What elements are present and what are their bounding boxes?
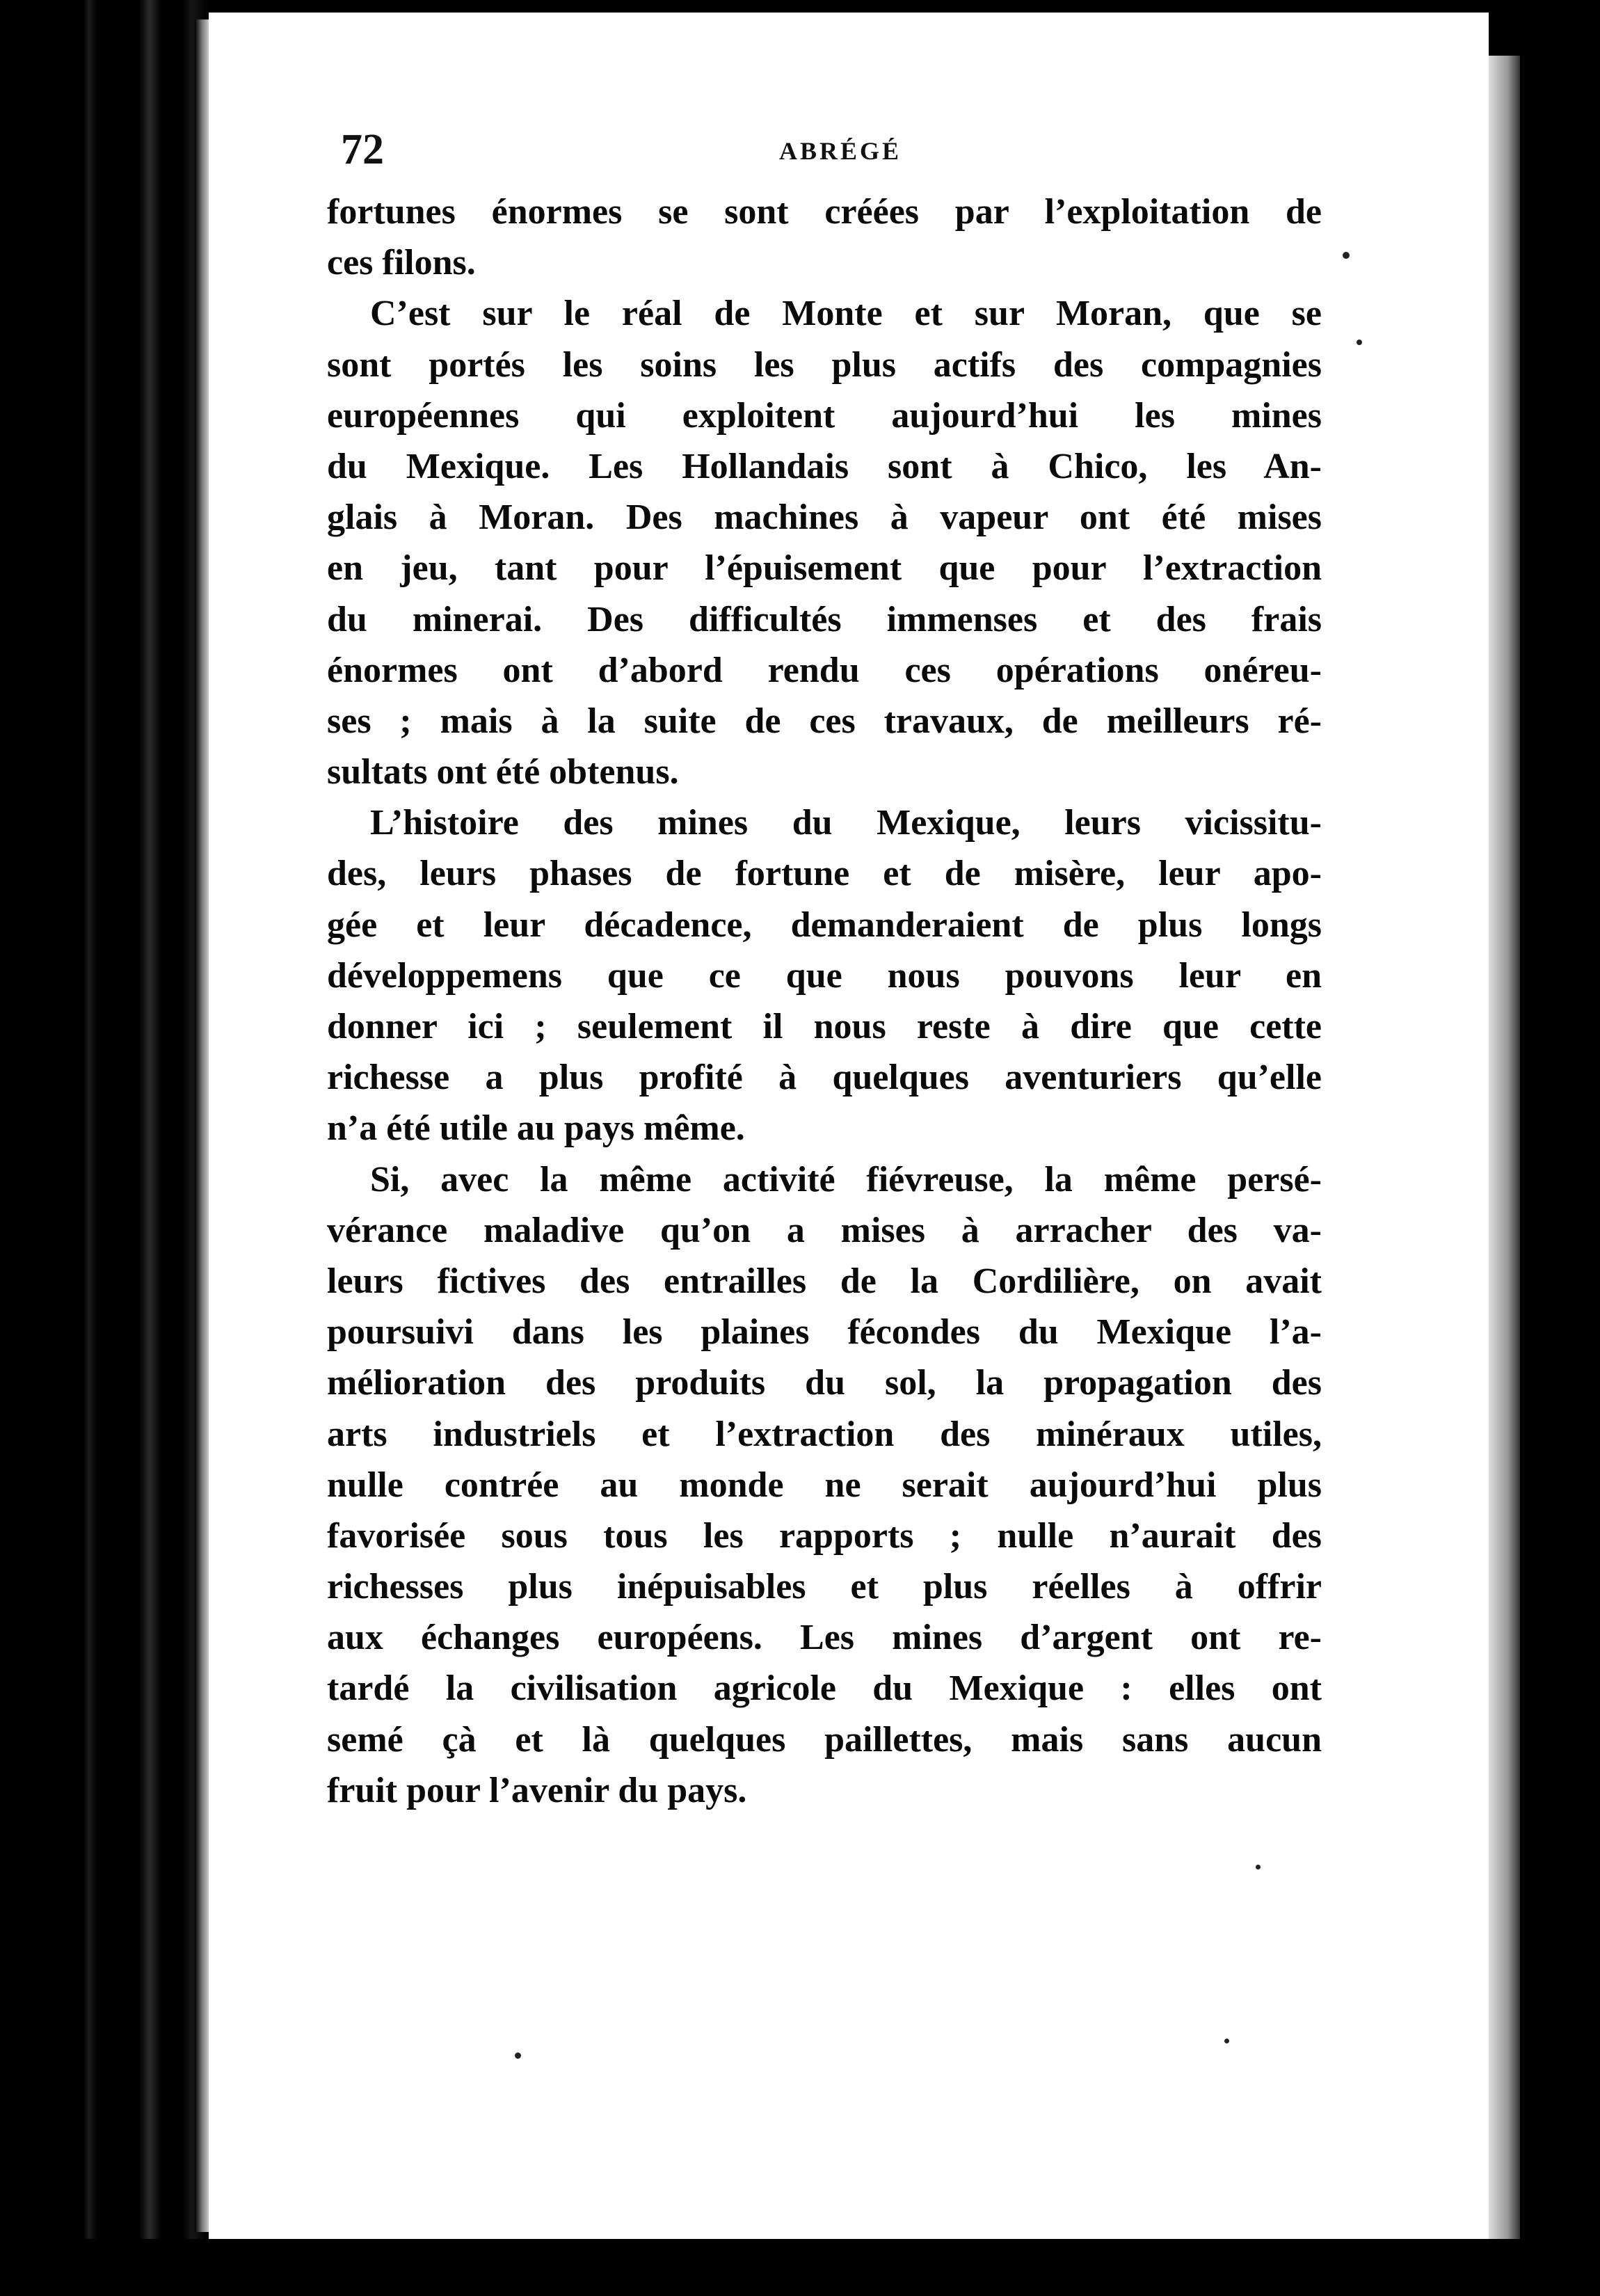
text-line: sont portés les soins les plus actifs des compagnies xyxy=(327,344,1322,385)
scan-speck xyxy=(1256,1865,1261,1870)
text-line: énormes ont d’abord rendu ces opérations onéreu- xyxy=(327,650,1322,690)
text-line: aux échanges européens. Les mines d’argent ont re- xyxy=(327,1618,1322,1658)
page-header xyxy=(341,125,1329,181)
text-line: Si, avec la même activité fiévreuse, la même persé- xyxy=(370,1159,1322,1199)
scan-speck xyxy=(1224,2039,1229,2043)
text-line: richesses plus inépuisables et plus réelles à offrir xyxy=(327,1567,1322,1607)
page-number: 72 xyxy=(341,126,384,173)
back-pages-edge xyxy=(1489,56,1520,2247)
page-body-text xyxy=(327,186,1322,1816)
text-line: des, leurs phases de fortune et de misère, leur apo- xyxy=(327,854,1322,894)
text-line: fortunes énormes se sont créées par l’exploitation de xyxy=(327,192,1322,232)
scan-speck xyxy=(1343,252,1350,259)
running-head: ABRÉGÉ xyxy=(779,137,902,165)
text-line: semé çà et là quelques paillettes, mais sans aucun xyxy=(327,1719,1322,1760)
text-line: n’a été utile au pays même. xyxy=(327,1108,745,1149)
text-line: du minerai. Des difficultés immenses et des frais xyxy=(327,599,1322,639)
text-line: ses ; mais à la suite de ces travaux, de meilleurs ré- xyxy=(327,701,1322,741)
text-line: donner ici ; seulement il nous reste à dire que cette xyxy=(327,1007,1322,1046)
book-spine xyxy=(0,0,209,2296)
scan-speck xyxy=(1357,340,1362,345)
text-line: richesse a plus profité à quelques aventuriers qu’elle xyxy=(327,1058,1322,1098)
scan-border-right xyxy=(1520,0,1600,2296)
scan-border-bottom xyxy=(0,2239,1600,2296)
text-line: ces filons. xyxy=(327,243,476,283)
text-line: développemens que ce que nous pouvons leur en xyxy=(327,955,1322,996)
text-line: poursuivi dans les plaines fécondes du Mexique l’a- xyxy=(327,1312,1322,1353)
text-line: arts industriels et l’extraction des minéraux utiles, xyxy=(327,1414,1322,1454)
text-line: fruit pour l’avenir du pays. xyxy=(327,1770,747,1810)
text-line: tardé la civilisation agricole du Mexique : elles ont xyxy=(327,1668,1322,1709)
text-line: nulle contrée au monde ne serait aujourd’hui plus xyxy=(327,1465,1322,1505)
text-line: mélioration des produits du sol, la propagation des xyxy=(327,1363,1322,1403)
text-line: glais à Moran. Des machines à vapeur ont été mises xyxy=(327,497,1322,538)
text-line: C’est sur le réal de Monte et sur Moran, que se xyxy=(370,294,1322,334)
text-line: L’histoire des mines du Mexique, leurs vicissitu- xyxy=(370,803,1322,843)
text-line: en jeu, tant pour l’épuisement que pour l’extraction xyxy=(327,548,1322,589)
text-line: européennes qui exploitent aujourd’hui les mines xyxy=(327,395,1322,436)
text-line: leurs fictives des entrailles de la Cordilière, on avait xyxy=(327,1261,1322,1301)
scan-speck xyxy=(515,2052,521,2059)
text-line: gée et leur décadence, demanderaient de plus longs xyxy=(327,904,1322,945)
text-line: favorisée sous tous les rapports ; nulle n’aurait des xyxy=(327,1515,1322,1556)
text-line: sultats ont été obtenus. xyxy=(327,752,679,792)
text-line: vérance maladive qu’on a mises à arracher des va- xyxy=(327,1210,1322,1250)
text-line: du Mexique. Les Hollandais sont à Chico, les An- xyxy=(327,446,1322,486)
